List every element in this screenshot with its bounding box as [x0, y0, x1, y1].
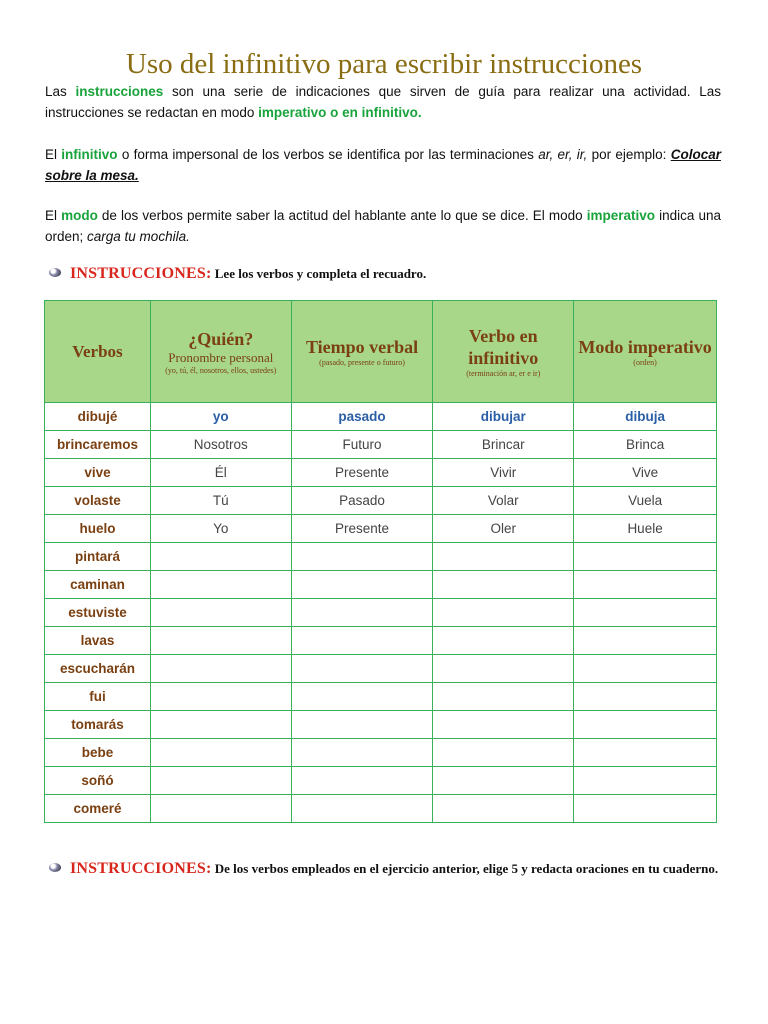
- answer-cell[interactable]: [150, 655, 291, 683]
- answer-cell[interactable]: [433, 711, 574, 739]
- instruction-2: [70, 859, 725, 879]
- answer-cell[interactable]: [574, 767, 717, 795]
- text: El: [45, 147, 62, 162]
- answer-cell: Brincar: [433, 431, 574, 459]
- answer-cell[interactable]: [433, 543, 574, 571]
- table-row: [45, 515, 717, 543]
- answer-cell[interactable]: [433, 795, 574, 823]
- answer-cell: Presente: [291, 459, 433, 487]
- verbs-table: [44, 300, 717, 823]
- table-row: [45, 655, 717, 683]
- verb-cell: lavas: [45, 627, 151, 655]
- header-verbos: Verbos: [45, 301, 151, 403]
- answer-cell: Yo: [150, 515, 291, 543]
- table-row: [45, 683, 717, 711]
- text: Las: [45, 84, 76, 99]
- header-note: (yo, tú, él, nosotros, ellos, ustedes): [165, 365, 277, 375]
- paragraph-modo: [45, 205, 721, 247]
- header-modo: [574, 301, 717, 403]
- answer-cell[interactable]: [574, 739, 717, 767]
- answer-cell[interactable]: [574, 711, 717, 739]
- answer-cell[interactable]: [150, 767, 291, 795]
- answer-cell[interactable]: [291, 795, 433, 823]
- text: por ejemplo:: [587, 147, 671, 162]
- answer-cell[interactable]: [150, 599, 291, 627]
- header-quien: [150, 301, 291, 403]
- paragraph-infinitivo: [45, 144, 721, 186]
- answer-cell[interactable]: [291, 627, 433, 655]
- answer-cell[interactable]: [291, 655, 433, 683]
- table-row: [45, 431, 717, 459]
- text: o forma impersonal de los verbos se identifica por las terminaciones: [117, 147, 539, 162]
- verb-cell: soñó: [45, 767, 151, 795]
- header-infinitivo: [433, 301, 574, 403]
- verb-cell: volaste: [45, 487, 151, 515]
- answer-cell: Futuro: [291, 431, 433, 459]
- keyword: imperativo o en infinitivo.: [258, 105, 422, 120]
- example: Colocar sobre la mesa.: [45, 147, 721, 183]
- answer-cell[interactable]: [150, 571, 291, 599]
- header-note: (terminación ar, er e ir): [466, 368, 541, 378]
- verb-cell: caminan: [45, 571, 151, 599]
- keyword: infinitivo: [61, 147, 118, 162]
- header-subtitle: Pronombre personal: [168, 349, 274, 365]
- answer-cell[interactable]: [433, 599, 574, 627]
- instruction-text: Lee los verbos y completa el recuadro.: [211, 266, 427, 281]
- answer-cell: Huele: [574, 515, 717, 543]
- endings: ar, er, ir,: [538, 147, 588, 162]
- verb-cell: fui: [45, 683, 151, 711]
- verb-cell: bebe: [45, 739, 151, 767]
- answer-cell[interactable]: [150, 711, 291, 739]
- table-row: [45, 599, 717, 627]
- instruction-text: De los verbos empleados en el ejercicio anterior, elige 5 y redacta oraciones en tu cuaderno.: [211, 861, 719, 876]
- table-row: [45, 543, 717, 571]
- answer-cell: yo: [150, 403, 291, 431]
- answer-cell: Él: [150, 459, 291, 487]
- keyword: instrucciones: [75, 84, 164, 99]
- answer-cell[interactable]: [291, 739, 433, 767]
- table-row: [45, 767, 717, 795]
- answer-cell[interactable]: [150, 795, 291, 823]
- verb-cell: huelo: [45, 515, 151, 543]
- table-header-row: [45, 301, 717, 403]
- answer-cell[interactable]: [291, 683, 433, 711]
- answer-cell: Vive: [574, 459, 717, 487]
- table-row: [45, 739, 717, 767]
- verb-cell: tomarás: [45, 711, 151, 739]
- answer-cell: Nosotros: [150, 431, 291, 459]
- answer-cell[interactable]: [574, 627, 717, 655]
- answer-cell[interactable]: [150, 627, 291, 655]
- answer-cell[interactable]: [574, 599, 717, 627]
- instruction-1: [70, 264, 725, 284]
- answer-cell: dibujar: [433, 403, 574, 431]
- keyword: imperativo: [586, 208, 656, 223]
- answer-cell[interactable]: [433, 739, 574, 767]
- header-note: (orden): [633, 357, 657, 367]
- instruction-head: INSTRUCCIONES:: [70, 860, 212, 877]
- answer-cell[interactable]: [433, 683, 574, 711]
- header-text: Modo imperativo: [578, 336, 712, 357]
- answer-cell[interactable]: [291, 711, 433, 739]
- table-row: [45, 459, 717, 487]
- answer-cell[interactable]: [574, 795, 717, 823]
- answer-cell[interactable]: [150, 683, 291, 711]
- answer-cell: pasado: [291, 403, 433, 431]
- verb-cell: escucharán: [45, 655, 151, 683]
- table-row: [45, 571, 717, 599]
- header-text: ¿Quién?: [188, 328, 254, 349]
- table-row: [45, 627, 717, 655]
- verb-cell: brincaremos: [45, 431, 151, 459]
- answer-cell: Brinca: [574, 431, 717, 459]
- answer-cell: Tú: [150, 487, 291, 515]
- answer-cell: Vuela: [574, 487, 717, 515]
- verb-cell: vive: [45, 459, 151, 487]
- header-tiempo: [291, 301, 433, 403]
- text: indica una orden;: [45, 208, 721, 244]
- paragraph-instrucciones: [45, 81, 721, 123]
- instruction-head: INSTRUCCIONES:: [70, 265, 212, 282]
- table-row: [45, 711, 717, 739]
- answer-cell[interactable]: [574, 683, 717, 711]
- table-row: [45, 403, 717, 431]
- example: carga tu mochila.: [87, 229, 190, 244]
- header-text: Verbo en infinitivo: [468, 325, 539, 368]
- answer-cell[interactable]: [433, 627, 574, 655]
- answer-cell: Pasado: [291, 487, 433, 515]
- answer-cell[interactable]: [433, 571, 574, 599]
- table-row: [45, 487, 717, 515]
- bullet-icon: [49, 268, 61, 277]
- answer-cell: Presente: [291, 515, 433, 543]
- answer-cell: Volar: [433, 487, 574, 515]
- answer-cell[interactable]: [291, 599, 433, 627]
- page-title: Uso del infinitivo para escribir instrucciones: [125, 48, 643, 80]
- verb-cell: estuviste: [45, 599, 151, 627]
- table-row: [45, 795, 717, 823]
- answer-cell[interactable]: [291, 767, 433, 795]
- answer-cell[interactable]: [291, 571, 433, 599]
- text: El: [45, 208, 62, 223]
- answer-cell[interactable]: [291, 543, 433, 571]
- bullet-icon: [49, 863, 61, 872]
- answer-cell[interactable]: [574, 655, 717, 683]
- header-text: Tiempo verbal: [305, 336, 419, 357]
- answer-cell[interactable]: [574, 543, 717, 571]
- answer-cell[interactable]: [150, 739, 291, 767]
- answer-cell: Oler: [433, 515, 574, 543]
- answer-cell[interactable]: [574, 571, 717, 599]
- text: de los verbos permite saber la actitud del hablante ante lo que se dice. El modo: [97, 208, 587, 223]
- text: son una serie de indicaciones que sirven de guía para realizar una actividad. Las instrucciones se redactan en modo: [45, 84, 721, 120]
- answer-cell[interactable]: [433, 655, 574, 683]
- answer-cell: dibuja: [574, 403, 717, 431]
- keyword: modo: [61, 208, 98, 223]
- header-note: (pasado, presente o futuro): [319, 357, 405, 367]
- answer-cell: Vivir: [433, 459, 574, 487]
- answer-cell[interactable]: [433, 767, 574, 795]
- answer-cell[interactable]: [150, 543, 291, 571]
- verb-cell: dibujé: [45, 403, 151, 431]
- verb-cell: pintará: [45, 543, 151, 571]
- verb-cell: comeré: [45, 795, 151, 823]
